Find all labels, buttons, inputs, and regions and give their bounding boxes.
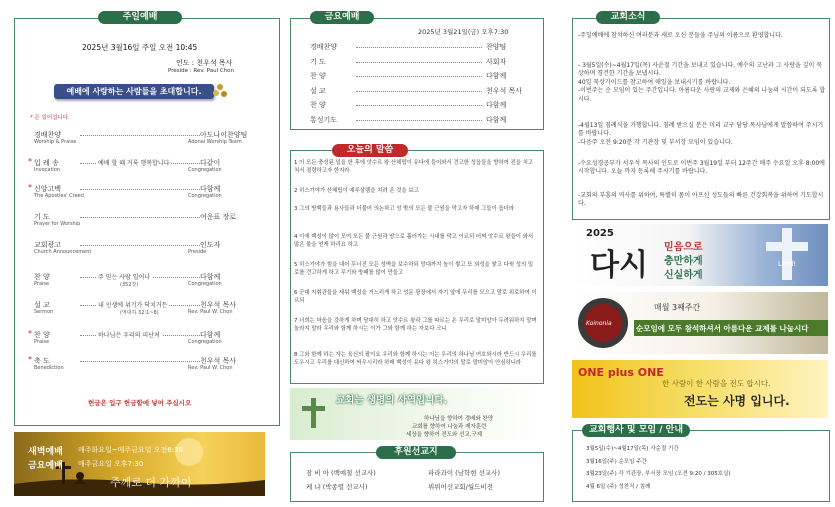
scripture-verse: 1 이 모든 충성된 일을 한 후에 앗수르 왕 산헤립이 유다에 들어와서 견고한 성읍들을 향하여 진을 치고 쳐서 점령하고자 한지라 xyxy=(294,160,534,174)
banner-slogan: 주께로 더 가까이 xyxy=(110,476,192,489)
news-item: -주일예배에 참석하신 여러분과 새로 오신 분들을 주님의 이름으로 환영합니다. xyxy=(578,32,783,39)
service-date: 2025년 3월16일 주일 오전 10:45 xyxy=(82,43,198,52)
order-leader-dots xyxy=(80,188,200,190)
promo1-badge: Lord! xyxy=(778,260,797,268)
event-item: 3월23일(주) 각 기관장, 부서장 모임 (오전 9:20 / 305호실) xyxy=(586,471,731,477)
event-item: 3월16일(주) 순모임 주간 xyxy=(586,458,647,465)
order-leader-dots xyxy=(80,216,200,218)
promo1-line1: 믿음으로 xyxy=(664,242,703,253)
mission-1b: 파라과이 (남학현 선교사) xyxy=(428,469,500,477)
order-name: 교회광고 xyxy=(34,241,62,249)
scripture-verse: 4 이에 백성이 많이 모여 모든 물 근원과 땅으로 흘러가는 시내를 막고 이르되 어찌 앗수르 왕들이 와서 많은 물을 얻게 하리요 하고 xyxy=(294,234,534,248)
order-who-en: Congregation xyxy=(188,167,222,173)
cross-illustration-icon xyxy=(294,394,334,434)
vision-line-3: 세상을 향하여 전도와 선교,구제 xyxy=(406,432,483,438)
order-who: 인도자 xyxy=(200,241,221,249)
order-standing-mark: * xyxy=(28,355,32,364)
mission-box xyxy=(290,452,544,502)
promo3-top: 한 사람이 한 사람을 전도 합시다. xyxy=(662,379,771,388)
right-panel xyxy=(560,0,832,507)
order-who-en: Rev. Paul W. Chon xyxy=(188,309,233,315)
scripture-verse: 6 군대 지휘관들을 세워 백성을 거느리게 하고 성문 광장에서 자기 앞에 무리를 모으고 말로 위로하여 이르되 xyxy=(294,290,537,304)
order-detail-sub: (역대하 32:1~8) xyxy=(120,310,159,316)
order-name-en: Prayer for Worship xyxy=(34,221,81,227)
offering-note: 헌금은 입구 헌금함에 넣어 주십시오 xyxy=(88,399,192,407)
order-detail: 예배 할 때 거룩 행복합니다 xyxy=(98,160,170,167)
order-who: 다함께 xyxy=(200,273,221,281)
order-name-en: Benediction xyxy=(34,365,64,371)
scripture-verse: 3 그의 방백들과 용사들과 더불어 의논하고 성 밖의 모든 물 근원을 막고자 하매 그들이 돕더라 xyxy=(294,206,515,212)
promo3-main: 전도는 사명 입니다. xyxy=(684,394,790,408)
church-news-header: 교회소식 xyxy=(596,11,660,24)
order-who: 여운표 장로 xyxy=(200,213,237,221)
events-box xyxy=(572,430,830,502)
order-name: 찬 양 xyxy=(34,331,50,339)
scripture-verse: 8 그와 함께 하는 자는 육신의 팔이요 우리와 함께 하시는 이는 우리의 하나님 여호와시라 반드시 우리를 도우시고 우리를 대신하여 싸우시리라 하매 백성이 유다 왕 히스기야의 말로 말미암아 안심하니라 xyxy=(294,352,537,366)
friday-label: 금요예배 xyxy=(28,461,63,471)
order-leader-dots xyxy=(80,360,200,362)
cross-light-icon xyxy=(758,226,818,286)
friday-order-who: 천우석 목사 xyxy=(486,86,523,95)
friday-order-name: 경배찬양 xyxy=(310,43,338,51)
order-name: 입 례 송 xyxy=(34,159,59,167)
promo2-left: 매월 3째주간 xyxy=(654,303,701,312)
order-name-en: The Apostles' Creed xyxy=(34,193,84,199)
friday-order-name: 설 교 xyxy=(310,86,326,95)
mission-header: 후원선교지 xyxy=(376,446,456,459)
today-word-header: 오늘의 말씀 xyxy=(332,144,408,157)
order-who-en: Adonai Worship Team xyxy=(188,139,242,145)
weekday-service-banner xyxy=(14,432,265,496)
friday-order-dots xyxy=(356,104,482,106)
church-news-box xyxy=(572,18,830,220)
scripture-verse: 5 히스기야가 힘을 내어 무너진 모든 성벽을 보수하되 망대까지 높이 쌓고 또 외성을 쌓고 다윗 성의 밀로를 견고하게 하고 무기와 방패를 많이 만들고 xyxy=(294,262,534,276)
friday-order-dots xyxy=(356,75,482,77)
promo1-year: 2025 xyxy=(586,228,614,239)
evangelism-banner xyxy=(572,360,828,418)
news-item: - 3월5일(수)~4월17일(목) 사순절 기간을 보내고 있습니다. 예수의 고난과 그 사랑을 깊이 묵상하며 경건한 기간을 보냅시다. 40일 묵상가이드를 참고하여 매일을 보내시기를 바랍니다. -이번주는 순 모임이 있는 주간입니다. 아름다운 사랑의 교제와 은혜의 나눔의 시간이 되도록 합시다. xyxy=(578,62,826,103)
order-leader-dots xyxy=(80,134,200,136)
order-who-en: Congregation xyxy=(188,339,222,345)
order-detail: 주 믿는 사람 일어나 xyxy=(98,274,151,281)
friday-order-who: 다함께 xyxy=(486,101,507,109)
order-leader-dots xyxy=(80,244,200,246)
order-detail-sub: (352장) xyxy=(120,282,139,288)
order-who: 아도나이찬양팀 xyxy=(200,131,248,139)
welcome-banner xyxy=(54,84,214,99)
promo1-line2: 충만하게 xyxy=(664,256,703,267)
friday-time: 매주금요일 오후7:30 xyxy=(78,460,144,468)
friday-order-dots xyxy=(356,119,482,121)
event-item: 3월5일(수)~4월17일(목) 사순절 기간 xyxy=(586,446,679,452)
news-item: -4월13일 침례식을 거행합니다. 침례 받으실 분은 미리 교구 담당 목사님에게 말씀하여 주시기를 바랍니다. -다음주 오전 9:20분 각 기관장 및 부서장 모임이 있습니다. xyxy=(578,122,824,146)
standing-note: * 은 일어섭니다. xyxy=(30,115,70,121)
order-standing-mark: * xyxy=(28,157,32,166)
order-name: 신앙고백 xyxy=(34,185,62,193)
order-name: 기 도 xyxy=(34,213,50,221)
small-group-banner xyxy=(572,292,828,354)
promo1-line3: 신실하게 xyxy=(664,270,703,281)
order-name: 축 도 xyxy=(34,357,50,365)
friday-order-name: 찬 양 xyxy=(310,72,326,80)
welcome-text: 예배에 사랑하는 사람들을 초대합니다. xyxy=(66,87,202,96)
promo1-big: 다시 xyxy=(590,248,648,283)
mission-2a: 케 냐 (박종렬 선교사) xyxy=(306,483,368,491)
vision-line-2: 교회를 향하여 나눔과 제자훈련 xyxy=(412,424,487,430)
order-standing-mark: * xyxy=(28,329,32,338)
friday-order-dots xyxy=(356,90,482,92)
order-who: 천우석 목사 xyxy=(200,301,237,309)
ornament-icon xyxy=(212,82,228,100)
order-name: 설 교 xyxy=(34,301,50,309)
sunday-service-header: 주일예배 xyxy=(98,11,182,24)
friday-order-who: 찬양팀 xyxy=(486,43,507,51)
scripture-verse: 7 너희는 마음을 강하게 하며 담대히 하고 앗수르 왕과 그를 따르는 온 무리로 말미암아 두려워하지 말며 놀라지 말라 우리와 함께 하시는 이가 그와 함께 하는 자보다 크니 xyxy=(294,318,537,332)
church-vision-banner xyxy=(290,388,542,440)
mission-1a: 잠 비 아 (백예철 선교사) xyxy=(306,469,376,477)
order-who: 다함께 xyxy=(200,185,221,193)
one-plus-one-logo: ONE plus ONE xyxy=(578,366,664,379)
order-name-en: Praise xyxy=(34,281,50,287)
news-item: -수요성경공부가 서우석 목사의 인도로 이번주 3월19일 부터 12주간 매주 수요일 오후 8:00에 시작합니다. 오늘 까지 등록해 주시기를 바랍니다. xyxy=(578,160,825,176)
event-item: 4월 6일 (주) 성찬식 / 침례 xyxy=(586,483,651,490)
friday-order-who: 다함께 xyxy=(486,115,507,124)
dawn-label: 새벽예배 xyxy=(28,447,63,457)
order-who-en: Congregation xyxy=(188,281,222,287)
order-name: 경배찬양 xyxy=(34,131,62,139)
friday-order-name: 기 도 xyxy=(310,57,326,66)
order-name: 찬 양 xyxy=(34,273,50,281)
friday-service-header: 금요예배 xyxy=(310,11,374,24)
order-who-en: Rev. Paul W. Chon xyxy=(188,365,233,371)
news-item: -교회의 부흥의 역사를 위하여, 특별히 몸이 아프신 성도들의 빠른 건강회복을 위하여 기도합시다. xyxy=(578,192,824,208)
order-who-en: Congregation xyxy=(188,193,222,199)
order-who: 천우석 목사 xyxy=(200,357,237,365)
mission-2b: 뷔뷔어선교회/월드비전 xyxy=(428,483,493,491)
order-standing-mark: * xyxy=(28,183,32,192)
promo2-text: 순모임에 모두 참석하셔서 아름다운 교제를 나눕시다 xyxy=(636,324,809,333)
koinonia-logo-text: Koinonia xyxy=(586,320,612,327)
order-name-en: Praise xyxy=(34,339,50,345)
presider-en: Preside : Rev. Paul Chon xyxy=(168,68,235,74)
friday-order-name: 통성기도 xyxy=(310,115,338,124)
order-who: 다함께 xyxy=(200,331,221,339)
order-who-en: Preside xyxy=(188,249,207,255)
scripture-verse: 2 히스기야가 산헤립이 예루살렘을 치려 온 것을 보고 xyxy=(294,188,419,194)
order-who: 다같이 xyxy=(200,159,221,167)
left-panel xyxy=(0,0,280,507)
order-name-en: Invocation xyxy=(34,167,61,173)
dawn-time: 매주화요일~매주금요일 오전6:30 xyxy=(78,446,183,454)
friday-order-who: 다함께 xyxy=(486,72,507,80)
order-detail: 하나님은 우리의 피난처 xyxy=(98,332,160,339)
faith-promo-banner xyxy=(572,224,828,286)
friday-order-dots xyxy=(356,46,482,48)
vision-line-1: 하나님을 향하여 경배와 찬양 xyxy=(424,416,494,422)
order-name-en: Church Announcement xyxy=(34,249,92,255)
friday-date: 2025년 3월21일(금) 오후7:30 xyxy=(418,28,509,36)
middle-panel xyxy=(288,0,548,507)
friday-order-who: 사회자 xyxy=(486,57,507,66)
presider: 인도 : 천우석 목사 xyxy=(176,59,233,67)
order-name-en: Worship & Praise xyxy=(34,139,77,145)
order-name-en: Sermon xyxy=(34,309,54,315)
vision-slogan: 교회는 생명의 사역입니다. xyxy=(336,395,448,406)
friday-order-name: 찬 양 xyxy=(310,101,326,109)
friday-order-dots xyxy=(356,61,482,63)
events-header: 교회행사 및 모임 / 안내 xyxy=(582,424,690,437)
order-detail: 내 인생에 위기가 닥치거든 xyxy=(98,302,168,309)
